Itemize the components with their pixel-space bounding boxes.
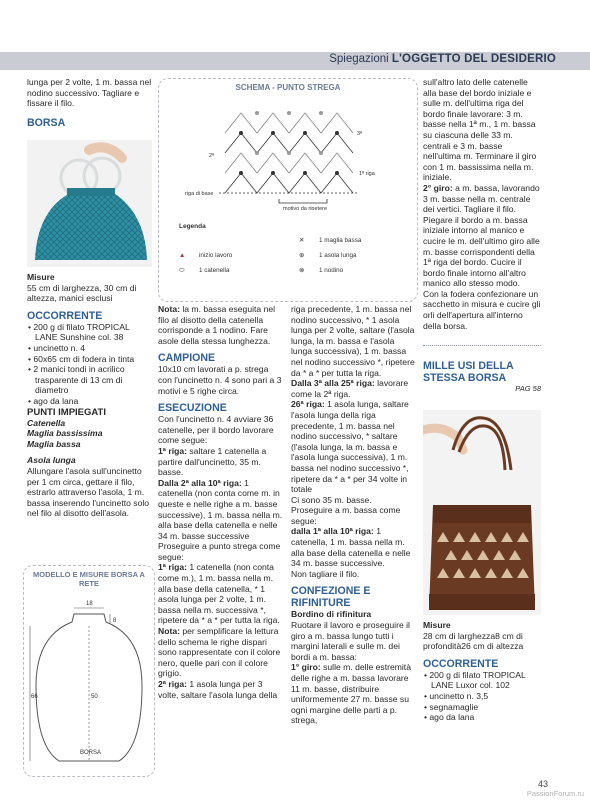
separator	[423, 345, 541, 346]
watermark: PassionForum.ru	[526, 789, 584, 798]
step-text: a m. bassa, lavorando 3 m. basse nella m. centrale dei vertici. Tagliare il filo.	[423, 182, 540, 215]
occorrente-item: • ago da lana	[27, 396, 152, 407]
nota-label: Nota:	[158, 304, 180, 314]
prosegue-text: Proseguire a m. bassa come segue:	[291, 505, 401, 526]
step-label: 2° giro:	[423, 182, 453, 193]
occorrente-item: • 60x65 cm di fodera in tinta	[27, 354, 152, 365]
brown-bag-photo	[423, 410, 541, 615]
mille-usi-block	[423, 360, 541, 395]
schema-title: SCHEMA - PUNTO STREGA	[235, 83, 341, 92]
occorrente-item: • 2 manici tondi in acrilico trasparente di 13 cm di diametro	[27, 364, 152, 396]
schema-frame	[158, 78, 418, 302]
start-triangle-icon: ▲	[179, 252, 186, 259]
stitch-count: Ci sono 35 m. basse.	[291, 494, 372, 505]
asola-title: Asola lunga	[27, 455, 76, 466]
teal-bag-photo	[27, 140, 152, 267]
long-loop-icon: ⊕	[299, 252, 305, 259]
column-4-top	[423, 77, 541, 331]
bag-shape-diagram	[24, 586, 154, 776]
section-prefix: Spiegazioni	[329, 53, 389, 65]
page-reference: PAG 58	[515, 384, 541, 393]
occorrente-item: • uncinetto n. 4	[27, 343, 152, 354]
legend-title: Legenda	[179, 223, 206, 230]
nota-text: la m. bassa eseguita nel filo al disotto della catenella corrisponde a 1 nodino. Fare asole della stessa lunghezza.	[158, 304, 276, 346]
legend-item	[299, 237, 409, 244]
measurement-diagram-frame	[23, 565, 155, 777]
step-text: sulle m. delle estremità delle righe a m. bassa lavorare 11 m. basse, distribuire uniformemente 27 m. basse su ogni margine delle parti a p. strega,	[291, 662, 411, 726]
step-label: 26ª riga:	[291, 399, 325, 410]
row-3-label: 3ª	[357, 131, 363, 137]
step-label: dalla 1ª alla 10ª riga:	[291, 526, 374, 537]
heading-borsa: BORSA	[27, 116, 66, 129]
step-label: Dalla 3ª alla 25ª riga:	[291, 378, 375, 389]
punti-item: Catenella	[27, 417, 66, 428]
dim-small: 8	[113, 618, 117, 624]
step-label: 1° giro:	[291, 662, 321, 673]
chain-icon: ⬭	[179, 267, 185, 274]
occorrente-item: • 200 g di filato TROPICAL LANE Sunshine col. 38	[27, 322, 152, 343]
punti-item: Maglia bassissima	[27, 428, 103, 439]
single-crochet-icon: ✕	[299, 237, 305, 244]
campione-title: CAMPIONE	[158, 352, 216, 365]
occorrente-item: • ago da lana	[423, 712, 545, 723]
row-1-label: 1ª riga	[359, 171, 375, 177]
occorrente-item: • 200 g di filato TROPICAL LANE Luxor col. 102	[423, 670, 545, 691]
confezione-title: CONFEZIONE E RIFINITURE	[291, 585, 371, 610]
diagram-title: MODELLO E MISURE BORSA A RETE	[33, 570, 145, 588]
section-header	[329, 53, 556, 65]
misure-text: 28 cm di larghezza8 cm di profondità26 cm di altezza	[423, 630, 524, 652]
step-label: Dalla 2ª alla 10ª riga:	[158, 477, 242, 488]
dim-left: 66	[31, 694, 38, 700]
asola-text: Allungare l'asola sull'uncinetto per 1 cm circa, gettare il filo, estrarlo attraverso l'asola, 1 m. bassa inserendo l'uncinetto solo nel filo al disotto dell'asola.	[27, 465, 150, 519]
legend-label: 1 maglia bassa	[319, 237, 362, 244]
esecuzione-title: ESECUZIONE	[158, 402, 227, 415]
intro-text: lunga per 2 volte, 1 m. bassa nel nodino successivo. Tagliare e fissare il filo.	[27, 77, 152, 109]
legend-item	[179, 252, 289, 259]
dim-top: 18	[86, 601, 93, 607]
column-4-bottom	[423, 620, 545, 723]
step-text: 1 asola lunga per 3 volte, saltare l'asola lunga della	[158, 679, 278, 700]
prosegue-text: Proseguire a punto strega come segue:	[158, 541, 281, 562]
legend-item	[179, 267, 289, 275]
legend-label: inizio lavoro	[199, 252, 233, 259]
legend-label: 1 catenella	[199, 267, 230, 274]
occorrente-item: • uncinetto n. 3,5	[423, 691, 545, 702]
bordino-text: Ruotare il lavoro e proseguire il giro a m. bassa lungo tutti i margini laterali e sulle m. dei bordi a m. bassa:	[291, 620, 410, 662]
finishing-text: Piegare il bordo a m. bassa iniziale intorno al manico e cucire le m. dell'ultimo giro alle m. basse corrispondenti della 1ª riga del bordo. Cucire il bordo finale intorno all'altro manico allo stesso modo.	[423, 214, 540, 289]
page-number: 43	[538, 779, 549, 789]
campione-text: 10x10 cm lavorati a p. strega con l'uncinetto n. 4 sono pari a 3 motivi e 5 righe circa.	[158, 364, 282, 396]
occorrente-title: OCCORRENTE	[423, 657, 499, 670]
non-tagliare-text: Non tagliare il filo.	[291, 568, 360, 579]
occorrente-title: OCCORRENTE	[27, 309, 103, 322]
column-1-top	[27, 77, 152, 129]
step-text: 1 catenella, 1 m. bassa nella m. alla base della catenella e nelle 34 m. basse successive.	[291, 526, 411, 569]
dim-center: 50	[91, 694, 98, 700]
diagram-bag-label: BORSA	[80, 750, 102, 756]
step-text: 1 asola lunga, saltare l'asola lunga della riga precedente, 1 m. bassa nel nodino successivo, * saltare (l'asola lunga, la m. bassa e l'asola lunga successiva), 1 m. bassa nel nodino successivo *, ripetere da * a * per 34 volte in totale	[291, 399, 409, 495]
lining-text: Con la fodera confezionare un sacchetto in misura e cucire gli orli dell'apertura all'interno della borsa.	[423, 288, 541, 331]
repeat-label: motivo da ripetere	[283, 206, 328, 210]
legend-item	[299, 252, 409, 259]
occorrente-item: • segnamaglie	[423, 702, 545, 713]
misure-title: Misure	[27, 272, 55, 282]
column-1-materials	[27, 272, 152, 519]
row-2-label: 2ª	[209, 153, 215, 159]
nota-label: Nota:	[158, 626, 180, 637]
column-2	[158, 304, 284, 700]
section-header-bar	[0, 52, 590, 70]
punti-title: PUNTI IMPIEGATI	[27, 406, 106, 418]
esecuzione-text: Con l'uncinetto n. 4 avviare 36 catenelle, per il bordo lavorare come segue:	[158, 414, 274, 446]
nota-text: per semplificare la lettura dello schema le righe dispari sono rappresentate con il colore nero, quelle pari con il colore grigio.	[158, 626, 281, 679]
mille-usi-title: MILLE USI DELLA STESSA BORSA	[423, 360, 514, 384]
step-label: 2ª riga:	[158, 679, 187, 689]
step-text: lavorare come la 2ª riga.	[291, 378, 409, 399]
legend-label: 1 asola lunga	[319, 252, 357, 259]
knot-icon: ⊗	[299, 267, 305, 274]
step-label: 1ª riga:	[158, 445, 187, 456]
misure-title: Misure	[423, 620, 451, 630]
section-title: L'OGGETTO DEL DESIDERIO	[391, 53, 556, 65]
stitch-chart	[159, 95, 417, 210]
step-label: 1ª riga:	[158, 562, 187, 573]
legend-item	[299, 267, 409, 274]
continued-text: sull'altro lato delle catenelle alla base del bordo iniziale e sulle m. dell'ultima riga del bordo finale lavorare: 3 m. basse nella 1ª m., 1 m. bassa su ciascuna delle 33 m. centrali e 3 m. basse nell'ultima m. Terminare il giro con 1 m. bassissima nella m. iniziale.	[423, 77, 537, 183]
step-text: saltare 1 catenella a partire dall'uncinetto, 35 m. basse.	[158, 445, 267, 478]
misure-text: 55 cm di larghezza, 30 cm di altezza, manici esclusi	[27, 282, 137, 304]
column-3	[291, 304, 415, 726]
punti-item: Maglia bassa	[27, 438, 81, 449]
legend-label: 1 nodino	[319, 267, 344, 274]
step-text: 1 catenella (non conta come m.), 1 m. bassa nella m. alla base della catenella, * 1 asola lunga per 2 volte, 1 m. bassa nella m. successiva *, ripetere da * a * per tutta la riga.	[158, 562, 280, 626]
continued-text: riga precedente, 1 m. bassa nel nodino successivo, * 1 asola lunga per 2 volte, saltare (l'asola lunga, la m. bassa e l'asola lunga successiva), 1 m. bassa nel nodino successivo *, ripetere da * a * per tutta la riga.	[291, 304, 415, 378]
bordino-title: Bordino di rifinitura	[291, 609, 372, 620]
step-text: 1 catenella (non conta come m. in queste e nelle righe a m. basse successive), 1 m. bassa nella m. alla base della catenella e nelle 34 m. basse successive	[158, 477, 283, 541]
base-row-label: riga di base	[185, 191, 214, 197]
